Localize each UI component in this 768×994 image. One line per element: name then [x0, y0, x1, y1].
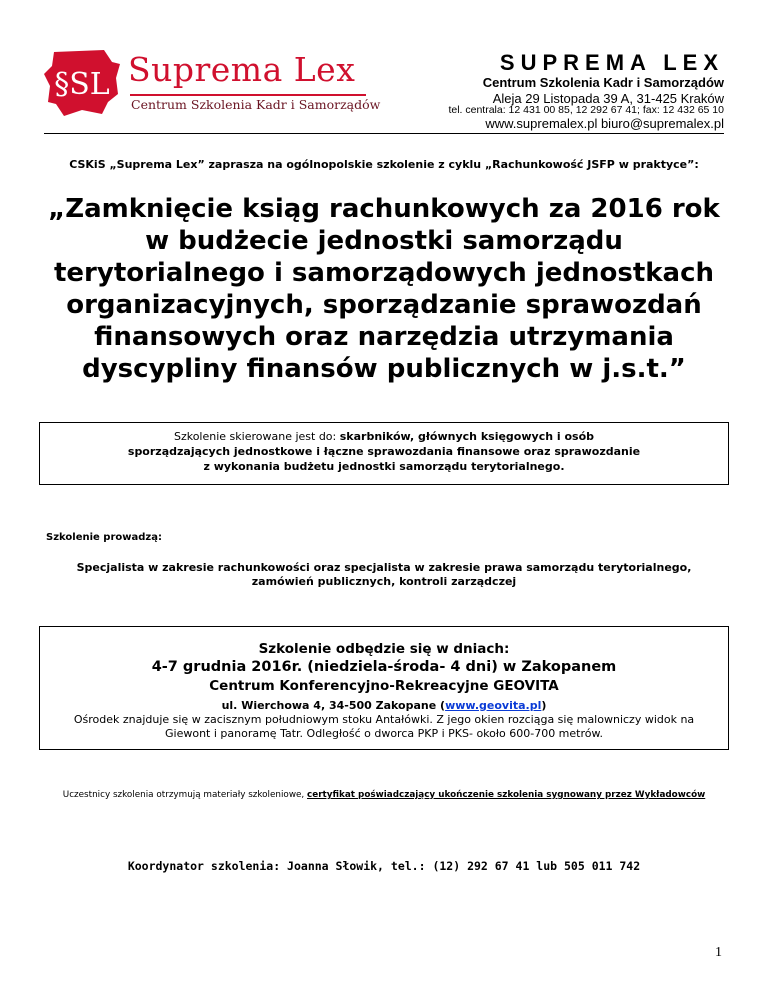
venue-description-line-2: Giewont i panoramę Tatr. Odległość o dworca PKP i PKS- około 600-700 metrów. — [165, 727, 603, 740]
leaders-line-1: Specjalista w zakresie rachunkowości oraz specjalista w zakresie prawa samorządu terytorialnego, — [76, 561, 692, 574]
suprema-lex-logo-icon — [42, 48, 122, 118]
target-audience-box — [39, 422, 729, 485]
page-number: 1 — [715, 945, 722, 960]
header-divider — [44, 133, 724, 134]
company-web-email[interactable]: www.supremalex.pl biuro@supremalex.pl — [485, 116, 724, 131]
leaders-label: Szkolenie prowadzą: — [46, 532, 162, 543]
venue-address-close: ) — [541, 699, 547, 712]
title-line: „Zamknięcie ksiąg rachunkowych za 2016 rok — [48, 194, 720, 224]
venue-address — [40, 699, 728, 712]
event-venue: Centrum Konferencyjno-Rekreacyjne GEOVITA — [209, 678, 559, 694]
center-name: Centrum Szkolenia Kadr i Samorządów — [482, 75, 724, 90]
logo-subtitle: Centrum Szkolenia Kadr i Samorządów — [131, 97, 381, 112]
title-line: terytorialnego i samorządowych jednostkach — [53, 258, 715, 288]
target-line-3: z wykonania budżetu jednostki samorządu terytorialnego. — [203, 460, 565, 473]
venue-website-link[interactable]: www.geovita.pl — [445, 699, 542, 712]
company-address: Aleja 29 Listopada 39 A, 31-425 Kraków — [492, 91, 724, 106]
title-line: organizacyjnych, sporządzanie sprawozdań — [66, 290, 702, 320]
target-prefix: Szkolenie skierowane jest do: — [173, 430, 340, 443]
event-dates: 4-7 grudnia 2016r. (niedziela-środa- 4 dni) w Zakopanem — [151, 659, 617, 675]
invitation-line: CSKiS „Suprema Lex” zaprasza na ogólnopolskie szkolenie z cyklu „Rachunkowość JSFP w praktyce”: — [69, 158, 699, 171]
title-line: dyscypliny finansów publicznych w j.s.t.” — [82, 354, 686, 384]
venue-description-line-1: Ośrodek znajduje się w zacisznym południowym stoku Antałówki. Z jego okien rozciąga się malowniczy widok na — [73, 713, 695, 726]
venue-address-text: ul. Wierchowa 4, 34-500 Zakopane ( — [221, 699, 446, 712]
venue-description — [40, 713, 728, 741]
participants-certificate: certyfikat poświadczający ukończenie szkolenia sygnowany przez Wykładowców — [307, 790, 706, 800]
participants-info — [0, 790, 768, 800]
event-details-box — [39, 626, 729, 750]
logo-name: Suprema Lex — [128, 50, 356, 89]
target-line-1 — [40, 429, 728, 444]
title-line: finansowych oraz narzędzia utrzymania — [94, 322, 674, 352]
logo-initials: §SL — [54, 67, 110, 102]
coordinator-contact: Koordynator szkolenia: Joanna Słowik, tel.: (12) 292 67 41 lub 505 011 742 — [127, 859, 641, 873]
event-intro: Szkolenie odbędzie się w dniach: — [258, 641, 510, 657]
target-line-2: sporządzających jednostkowe i łączne sprawozdania finansowe oraz sprawozdanie — [127, 445, 641, 458]
brand-name: SUPREMA LEX — [499, 50, 724, 75]
participants-text: Uczestnicy szkolenia otrzymują materiały szkoleniowe, — [62, 790, 308, 800]
title-line: w budżecie jednostki samorządu — [145, 226, 623, 256]
leaders-line-2: zamówień publicznych, kontroli zarządczej — [251, 575, 517, 588]
training-title — [40, 193, 728, 385]
leaders-description — [40, 561, 728, 589]
logo-divider — [130, 94, 366, 96]
company-phones: tel. centrala: 12 431 00 85, 12 292 67 41; fax: 12 432 65 10 — [448, 104, 724, 116]
target-bold: skarbników, głównych księgowych i osób — [339, 430, 595, 443]
